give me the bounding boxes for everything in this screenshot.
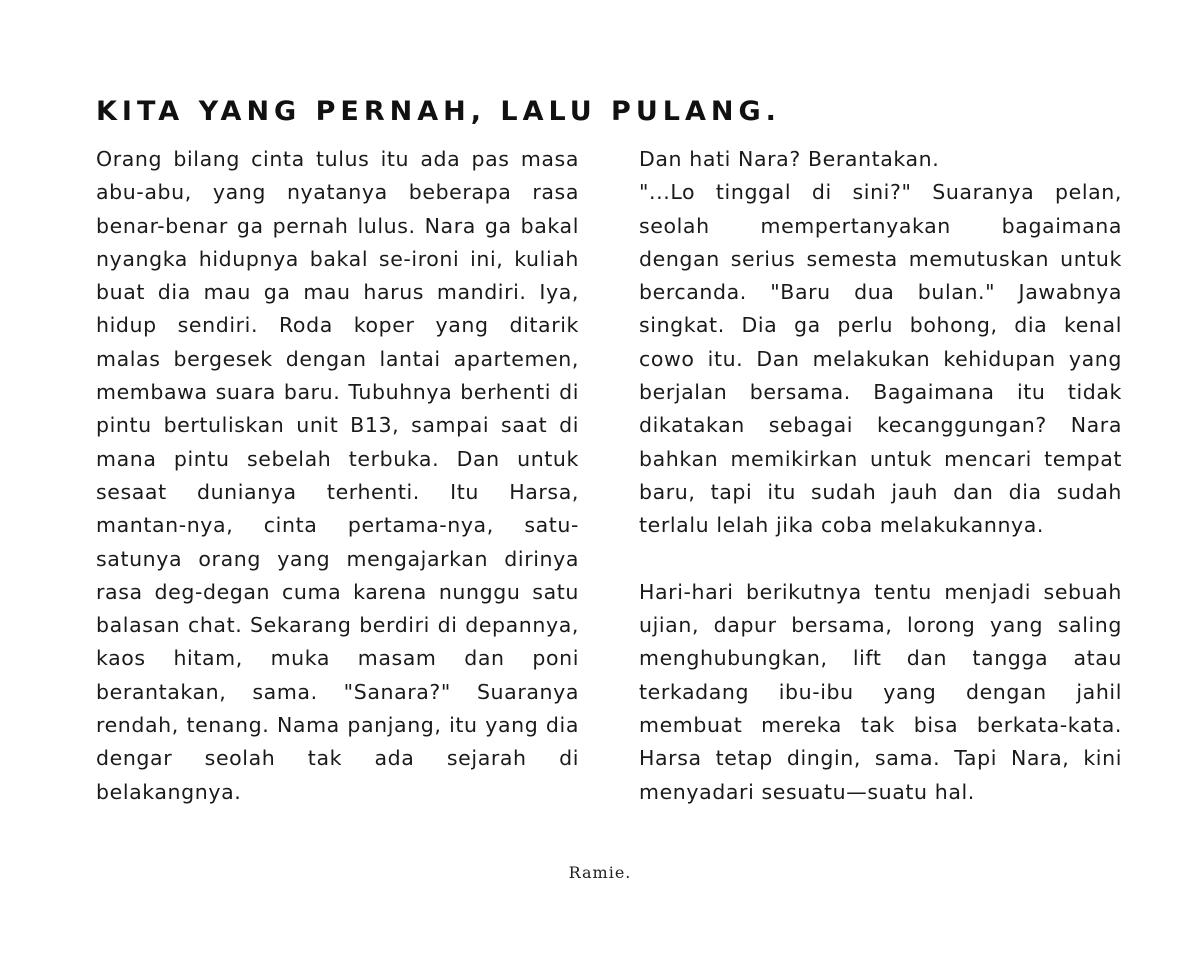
story-paragraph-2: "...Lo tinggal di sini?" Suaranya pelan, seolah mempertanyakan bagaimana dengan serius semesta memutuskan untuk bercanda. "Baru dua bulan." Jawabnya singkat. Dia ga perlu bohong, dia kenal cowo itu. Dan melakukan kehidupan yang berjalan bersama. Bagaimana itu tidak dikatakan sebagai kecanggungan? Nara bahkan memikirkan untuk mencari tempat baru, tapi itu sudah jauh dan dia sudah terlalu lelah jika coba melakukannya. xyxy=(639,180,1122,538)
author-signature: Ramie. xyxy=(568,863,632,882)
story-line-berantakan: Dan hati Nara? Berantakan. xyxy=(639,147,940,171)
story-paragraph-3: Hari-hari berikutnya tentu menjadi sebuah ujian, dapur bersama, lorong yang saling menghubungkan, lift dan tangga atau terkadang ibu-ibu yang dengan jahil membuat mereka tak bisa berkata-kata. Harsa tetap dingin, sama. Tapi Nara, kini menyadari sesuatu—suatu hal. xyxy=(639,579,1122,804)
page-title: KITA YANG PERNAH, LALU PULANG. xyxy=(96,96,781,127)
story-paragraph-1: Orang bilang cinta tulus itu ada pas masa abu-abu, yang nyatanya beberapa rasa benar-benar ga pernah lulus. Nara ga bakal nyangka hidupnya bakal se-ironi ini, kuliah buat dia mau ga mau harus mandiri. Iya, hidup sendiri. Roda koper yang ditarik malas bergesek dengan lantai apartemen, membawa suara baru. Tubuhnya berhenti di pintu bertuliskan unit B13, sampai saat di mana pintu sebelah terbuka. Dan untuk sesaat dunianya terhenti. Itu Harsa, mantan-nya, cinta pertama-nya, satu-satunya orang yang mengajarkan dirinya rasa deg-degan cuma karena nunggu satu balasan chat. Sekarang berdiri di depannya, kaos hitam, muka masam dan poni berantakan, sama. "Sanara?" Suaranya rendah, tenang. Nama panjang, itu yang dia dengar seolah tak ada sejarah di belakangnya. xyxy=(96,147,579,804)
right-text-column xyxy=(639,143,1122,809)
left-text-column xyxy=(96,143,579,809)
